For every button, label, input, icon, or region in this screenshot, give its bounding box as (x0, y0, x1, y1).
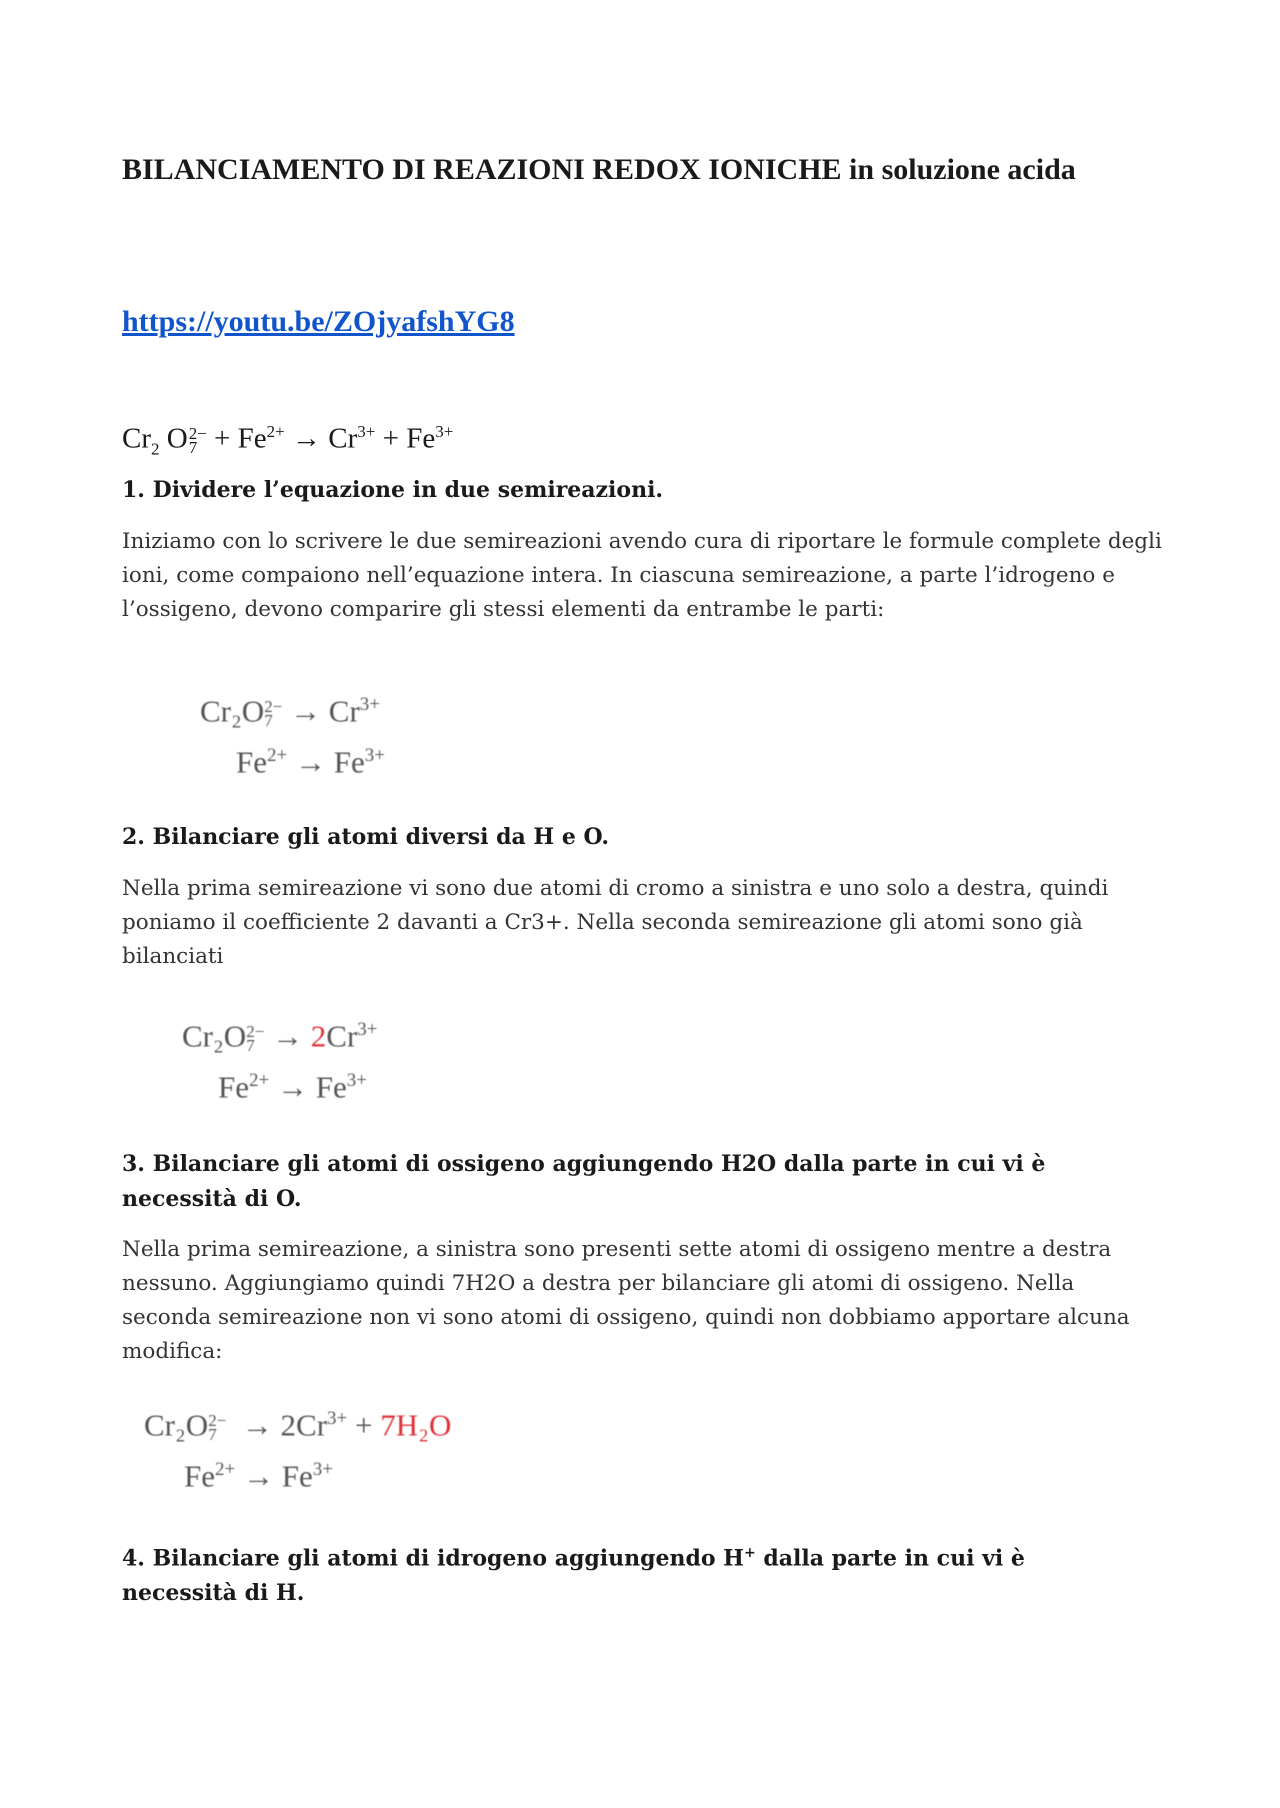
step-2-eq-line-2: $Fe^{2+} \to Fe^{3+}$ (218, 1069, 367, 1105)
step-2-heading: 2. Bilanciare gli atomi diversi da H e O. (122, 824, 610, 850)
step-1-heading: 1. Dividere l’equazione in due semireazioni. (122, 477, 664, 503)
step-3-text: Nella prima semireazione, a sinistra sono presenti sette atomi di ossigeno mentre a destra nessuno. Aggiungiamo quindi 7H2O a destra per bilanciare gli atomi di ossigeno. Nella seconda semireazione non vi sono atomi di ossigeno, quindi non dobbiamo apportare alcuna modifica: (122, 1237, 1130, 1364)
step-1-eq-line-2: $Fe^{2+} \to Fe^{3+}$ (236, 744, 385, 780)
step-2-eq-line-1: Cr₂O 2− 7 → $2Cr^{3+}$ (182, 1018, 378, 1056)
document-title: BILANCIAMENTO DI REAZIONI REDOX IONICHE in soluzione acida (122, 153, 1076, 186)
step-3-eq-line-1: Cr₂O 2− 7 → $2Cr^{3+} + 7H_2O$ (144, 1407, 452, 1445)
step-2-equation-image (182, 1007, 378, 1110)
step-3-equation-image (144, 1396, 451, 1499)
step-1-equation-image (200, 682, 385, 785)
step-3-heading: 3. Bilanciare gli atomi di ossigeno aggiungendo H2O dalla parte in cui vi è necessità di O. (122, 1151, 1046, 1212)
step-2-text: Nella prima semireazione vi sono due atomi di cromo a sinistra e uno solo a destra, quindi poniamo il coefficiente 2 davanti a Cr3+. Nella seconda semireazione gli atomi sono già bilanciati (122, 876, 1109, 969)
step-3-eq-line-2: $Fe^{2+} \to Fe^{3+}$ (184, 1458, 333, 1494)
main-equation: $Cr_2$ O 2− 7 + $Fe^{2+} \to Cr^{3+} + Fe^{3+}$ (122, 422, 454, 459)
step-1-text: Iniziamo con lo scrivere le due semireazioni avendo cura di riportare le formule complete degli ioni, come compaiono nell’equazione intera. In ciascuna semireazione, a parte l’idrogeno e l’ossigeno, devono comparire gli stessi elementi da entrambe le parti: (122, 529, 1162, 622)
step-1-eq-line-1: Cr₂O 2− 7 → $Cr^{3+}$ (200, 693, 381, 731)
step-4-heading: 4. Bilanciare gli atomi di idrogeno aggiungendo H+ dalla parte in cui vi è necessità di H. (122, 1545, 1025, 1607)
youtube-link[interactable]: https://youtu.be/ZOjyafshYG8 (122, 305, 515, 338)
